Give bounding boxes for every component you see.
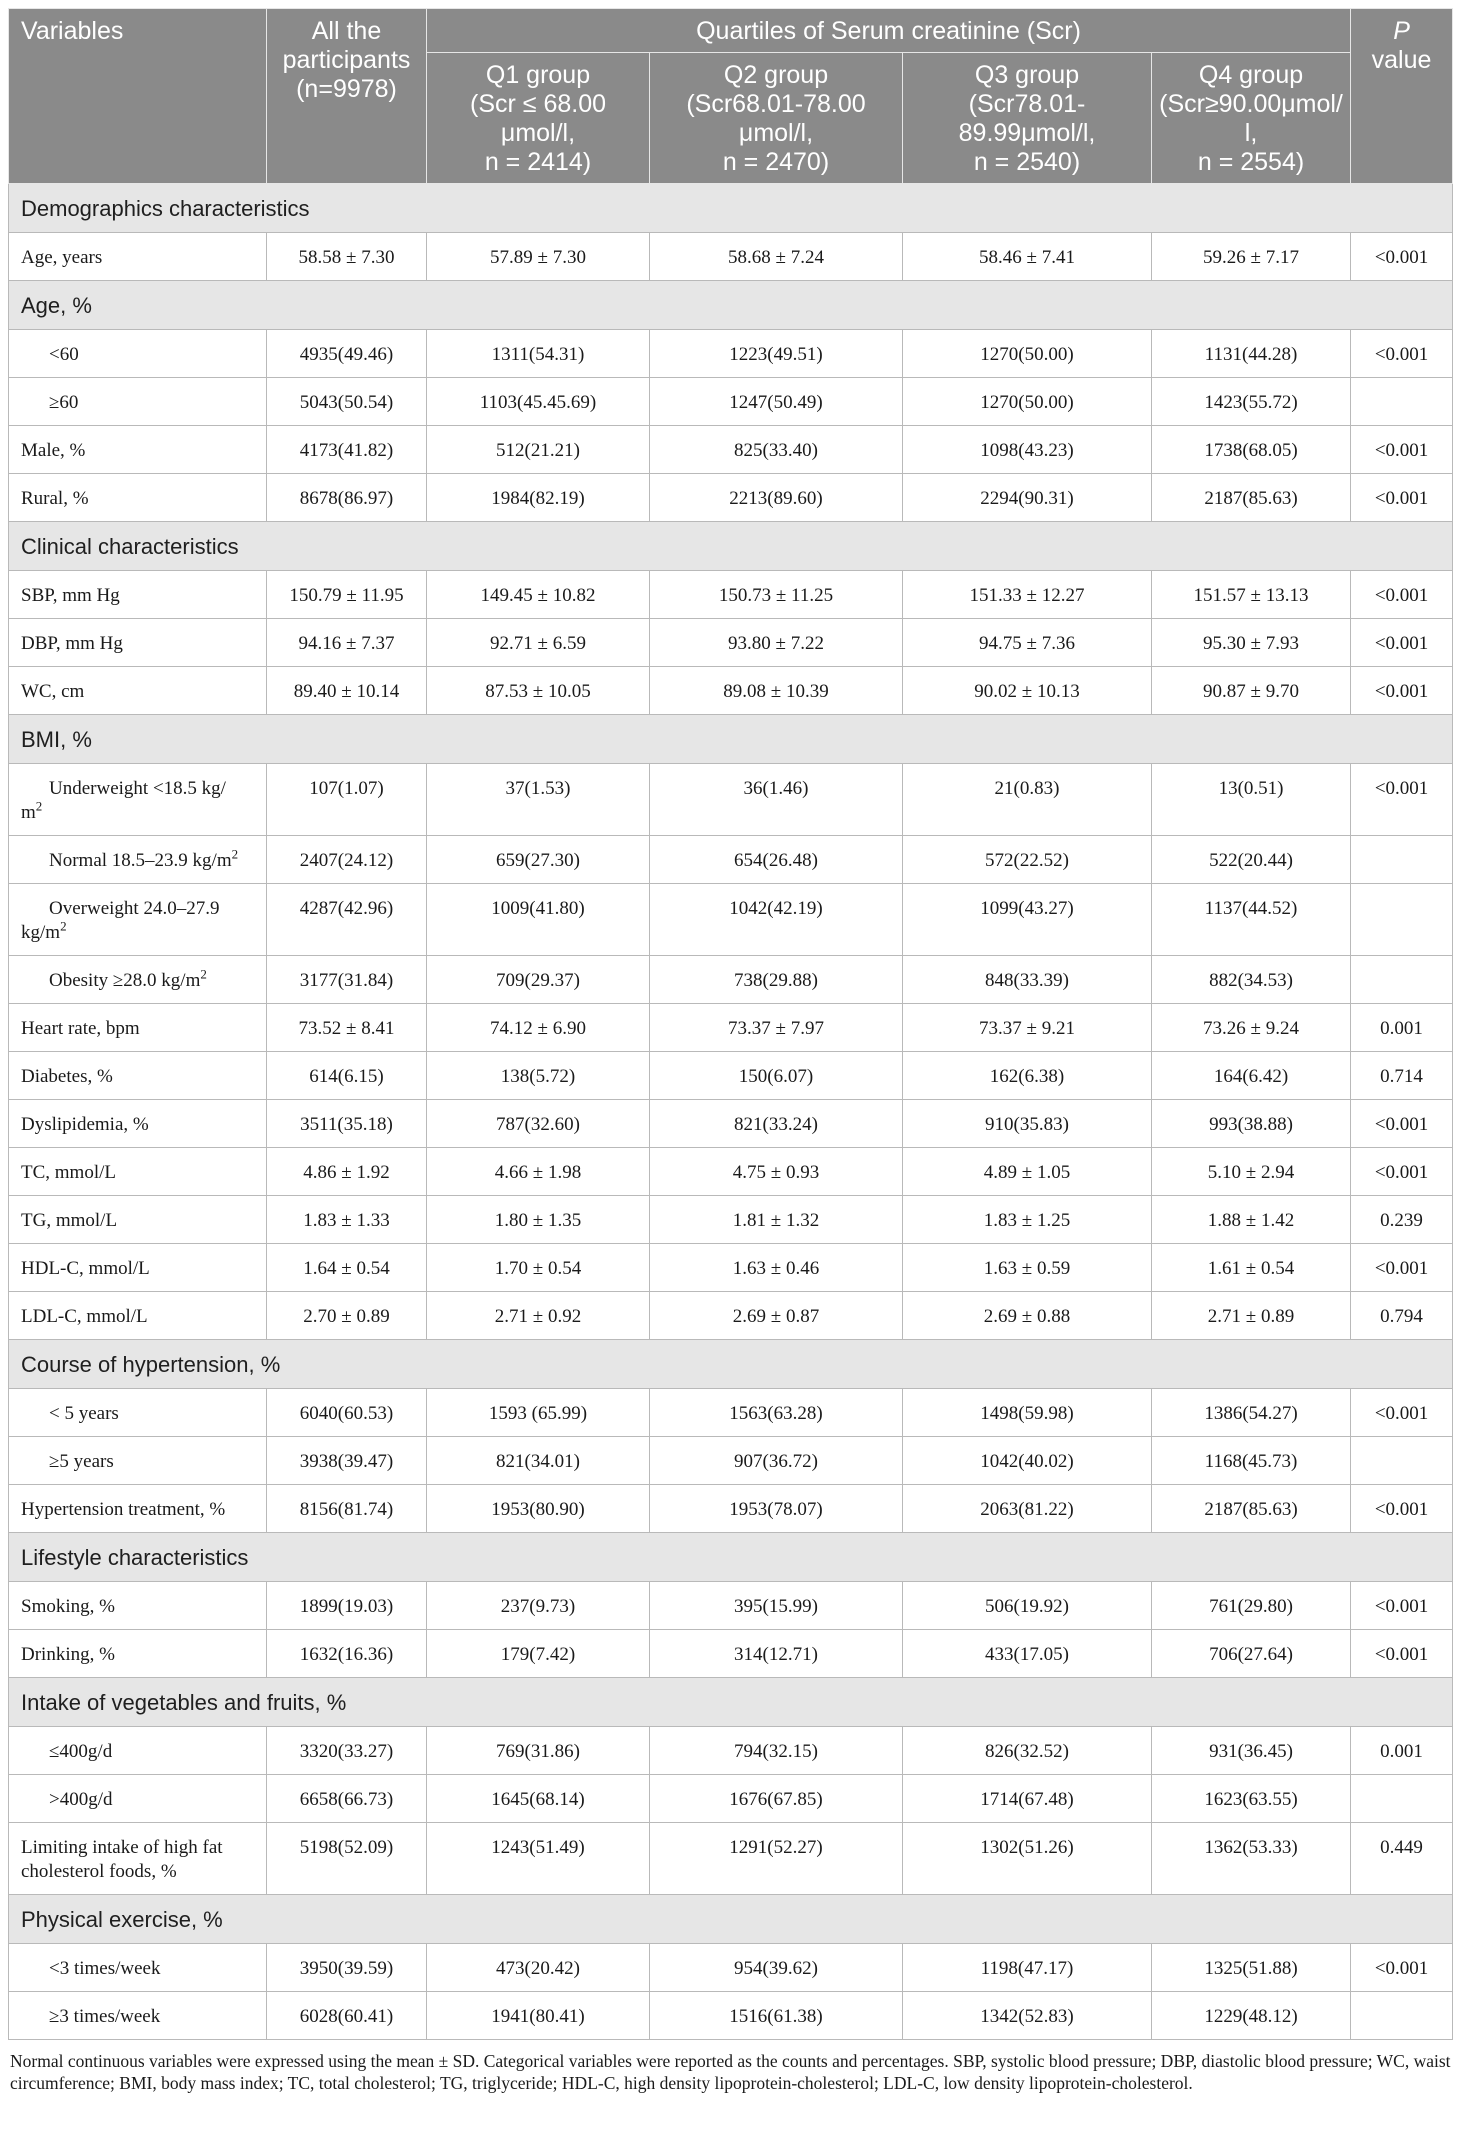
- value-cell: 1.80 ± 1.35: [427, 1196, 650, 1244]
- table-row: [9, 1630, 1453, 1678]
- value-cell: 1645(68.14): [427, 1775, 650, 1823]
- row-label: [9, 956, 267, 1004]
- row-label-text: < 5 years: [49, 1403, 119, 1424]
- value-cell: 4.66 ± 1.98: [427, 1148, 650, 1196]
- row-label: [9, 1244, 267, 1292]
- value-cell: 1311(54.31): [427, 330, 650, 378]
- value-cell: 1899(19.03): [267, 1582, 427, 1630]
- table-row: [9, 330, 1453, 378]
- section-heading: Physical exercise, %: [9, 1895, 1453, 1944]
- table-row: [9, 884, 1453, 956]
- p-value-cell: <0.001: [1351, 619, 1453, 667]
- table-row: [9, 426, 1453, 474]
- section-row: [9, 1895, 1453, 1944]
- section-heading: Lifestyle characteristics: [9, 1533, 1453, 1582]
- value-cell: 3177(31.84): [267, 956, 427, 1004]
- row-label: [9, 1582, 267, 1630]
- value-cell: 150.73 ± 11.25: [650, 571, 903, 619]
- value-cell: 150.79 ± 11.95: [267, 571, 427, 619]
- p-value-cell: [1351, 956, 1453, 1004]
- section-heading: Clinical characteristics: [9, 522, 1453, 571]
- row-label-text-line2: cholesterol foods, %: [21, 1861, 177, 1882]
- table-row: [9, 667, 1453, 715]
- value-cell: 1291(52.27): [650, 1823, 903, 1895]
- table-row: [9, 956, 1453, 1004]
- value-cell: 1941(80.41): [427, 1992, 650, 2040]
- superscript: 2: [231, 846, 239, 862]
- superscript: 2: [200, 966, 207, 982]
- value-cell: 1042(40.02): [903, 1437, 1152, 1485]
- p-value-cell: <0.001: [1351, 1630, 1453, 1678]
- value-cell: 8678(86.97): [267, 474, 427, 522]
- row-label: [9, 1727, 267, 1775]
- p-value-cell: 0.239: [1351, 1196, 1453, 1244]
- row-label-text: Dyslipidemia, %: [21, 1114, 149, 1135]
- header-q2: Q2 group (Scr68.01-78.00 μmol/l, n = 2470): [650, 53, 903, 184]
- p-value-cell: [1351, 378, 1453, 426]
- value-cell: 1516(61.38): [650, 1992, 903, 2040]
- p-value-cell: <0.001: [1351, 764, 1453, 836]
- row-label-text: Smoking, %: [21, 1596, 115, 1617]
- p-value-cell: <0.001: [1351, 330, 1453, 378]
- value-cell: 2187(85.63): [1152, 474, 1351, 522]
- section-row: [9, 1678, 1453, 1727]
- value-cell: 1498(59.98): [903, 1389, 1152, 1437]
- value-cell: 2.69 ± 0.87: [650, 1292, 903, 1340]
- row-label-text-line2: m: [21, 802, 36, 823]
- value-cell: 8156(81.74): [267, 1485, 427, 1533]
- table-row: [9, 1582, 1453, 1630]
- value-cell: 614(6.15): [267, 1052, 427, 1100]
- value-cell: 59.26 ± 7.17: [1152, 233, 1351, 281]
- table-row: [9, 571, 1453, 619]
- row-label: [9, 571, 267, 619]
- row-label-text: Drinking, %: [21, 1644, 115, 1665]
- value-cell: 3511(35.18): [267, 1100, 427, 1148]
- value-cell: 1.83 ± 1.33: [267, 1196, 427, 1244]
- value-cell: 706(27.64): [1152, 1630, 1351, 1678]
- value-cell: 2213(89.60): [650, 474, 903, 522]
- value-cell: 910(35.83): [903, 1100, 1152, 1148]
- row-label-text: Age, years: [21, 247, 103, 268]
- value-cell: 2.70 ± 0.89: [267, 1292, 427, 1340]
- value-cell: 149.45 ± 10.82: [427, 571, 650, 619]
- p-value-cell: <0.001: [1351, 1244, 1453, 1292]
- value-cell: 90.87 ± 9.70: [1152, 667, 1351, 715]
- p-value-cell: <0.001: [1351, 1100, 1453, 1148]
- p-value-cell: 0.449: [1351, 1823, 1453, 1895]
- row-label: [9, 426, 267, 474]
- row-label-text: Hypertension treatment, %: [21, 1499, 226, 1520]
- table-row: [9, 1727, 1453, 1775]
- value-cell: 1098(43.23): [903, 426, 1152, 474]
- table-row: [9, 1148, 1453, 1196]
- value-cell: 5198(52.09): [267, 1823, 427, 1895]
- row-label-text: Rural, %: [21, 488, 89, 509]
- header-q3: Q3 group (Scr78.01- 89.99μmol/l, n = 2540): [903, 53, 1152, 184]
- row-label-text: Diabetes, %: [21, 1066, 113, 1087]
- row-label-text: Normal 18.5–23.9 kg/m: [49, 850, 232, 871]
- row-label-text: ≥3 times/week: [49, 2006, 161, 2027]
- value-cell: 138(5.72): [427, 1052, 650, 1100]
- value-cell: 1198(47.17): [903, 1944, 1152, 1992]
- p-value-cell: [1351, 884, 1453, 956]
- row-label-text: SBP, mm Hg: [21, 585, 120, 606]
- row-label-text: WC, cm: [21, 681, 85, 702]
- section-row: [9, 522, 1453, 571]
- row-label-text: TC, mmol/L: [21, 1162, 116, 1183]
- value-cell: 1009(41.80): [427, 884, 650, 956]
- value-cell: 2407(24.12): [267, 836, 427, 884]
- value-cell: 6658(66.73): [267, 1775, 427, 1823]
- p-value-cell: <0.001: [1351, 571, 1453, 619]
- value-cell: 92.71 ± 6.59: [427, 619, 650, 667]
- value-cell: 150(6.07): [650, 1052, 903, 1100]
- p-value-cell: <0.001: [1351, 1148, 1453, 1196]
- value-cell: 794(32.15): [650, 1727, 903, 1775]
- value-cell: 89.08 ± 10.39: [650, 667, 903, 715]
- header-row-1: [9, 9, 1453, 53]
- row-label: [9, 1389, 267, 1437]
- row-label: [9, 1485, 267, 1533]
- table-row: [9, 1052, 1453, 1100]
- value-cell: 506(19.92): [903, 1582, 1152, 1630]
- section-heading: Age, %: [9, 281, 1453, 330]
- section-heading: BMI, %: [9, 715, 1453, 764]
- row-label: [9, 1823, 267, 1895]
- row-label: [9, 1630, 267, 1678]
- value-cell: 1099(43.27): [903, 884, 1152, 956]
- row-label-text: ≥60: [49, 392, 79, 413]
- value-cell: 1229(48.12): [1152, 1992, 1351, 2040]
- value-cell: 1243(51.49): [427, 1823, 650, 1895]
- value-cell: 1223(49.51): [650, 330, 903, 378]
- p-value-cell: <0.001: [1351, 667, 1453, 715]
- table-row: [9, 1100, 1453, 1148]
- value-cell: 572(22.52): [903, 836, 1152, 884]
- value-cell: 931(36.45): [1152, 1727, 1351, 1775]
- row-label-text: ≤400g/d: [49, 1741, 113, 1762]
- table-row: [9, 619, 1453, 667]
- value-cell: 73.52 ± 8.41: [267, 1004, 427, 1052]
- row-label: [9, 330, 267, 378]
- value-cell: 1042(42.19): [650, 884, 903, 956]
- value-cell: 1676(67.85): [650, 1775, 903, 1823]
- row-label: [9, 1992, 267, 2040]
- p-value-cell: [1351, 1437, 1453, 1485]
- superscript: 2: [35, 798, 43, 814]
- value-cell: 73.37 ± 9.21: [903, 1004, 1152, 1052]
- value-cell: 1.63 ± 0.59: [903, 1244, 1152, 1292]
- row-label: [9, 1148, 267, 1196]
- value-cell: 738(29.88): [650, 956, 903, 1004]
- section-row: [9, 715, 1453, 764]
- section-heading: Intake of vegetables and fruits, %: [9, 1678, 1453, 1727]
- row-label-text: <3 times/week: [49, 1958, 161, 1979]
- row-label: [9, 1052, 267, 1100]
- table-row: [9, 836, 1453, 884]
- table-row: [9, 1292, 1453, 1340]
- value-cell: 2063(81.22): [903, 1485, 1152, 1533]
- header-variables: Variables: [9, 9, 267, 184]
- p-value-cell: 0.714: [1351, 1052, 1453, 1100]
- value-cell: 522(20.44): [1152, 836, 1351, 884]
- value-cell: 58.46 ± 7.41: [903, 233, 1152, 281]
- row-label: [9, 1292, 267, 1340]
- p-value-cell: [1351, 836, 1453, 884]
- value-cell: 659(27.30): [427, 836, 650, 884]
- value-cell: 4173(41.82): [267, 426, 427, 474]
- value-cell: 237(9.73): [427, 1582, 650, 1630]
- table-container: [8, 8, 1452, 2094]
- p-value-cell: <0.001: [1351, 1485, 1453, 1533]
- value-cell: 1325(51.88): [1152, 1944, 1351, 1992]
- value-cell: 1.61 ± 0.54: [1152, 1244, 1351, 1292]
- value-cell: 93.80 ± 7.22: [650, 619, 903, 667]
- p-value-cell: <0.001: [1351, 1582, 1453, 1630]
- value-cell: 512(21.21): [427, 426, 650, 474]
- value-cell: 2.69 ± 0.88: [903, 1292, 1152, 1340]
- value-cell: 4.75 ± 0.93: [650, 1148, 903, 1196]
- row-label-text: ≥5 years: [49, 1451, 114, 1472]
- value-cell: 473(20.42): [427, 1944, 650, 1992]
- row-label: [9, 1775, 267, 1823]
- header-all-participants: All the participants (n=9978): [267, 9, 427, 184]
- row-label-text-line2: kg/m: [21, 922, 61, 943]
- value-cell: 162(6.38): [903, 1052, 1152, 1100]
- table-row: [9, 1004, 1453, 1052]
- p-value-cell: 0.001: [1351, 1004, 1453, 1052]
- header-quartiles: Quartiles of Serum creatinine (Scr): [427, 9, 1351, 53]
- value-cell: 993(38.88): [1152, 1100, 1351, 1148]
- section-heading: Demographics characteristics: [9, 184, 1453, 233]
- value-cell: 2.71 ± 0.92: [427, 1292, 650, 1340]
- value-cell: 4.86 ± 1.92: [267, 1148, 427, 1196]
- value-cell: 1953(80.90): [427, 1485, 650, 1533]
- value-cell: 825(33.40): [650, 426, 903, 474]
- value-cell: 882(34.53): [1152, 956, 1351, 1004]
- value-cell: 821(34.01): [427, 1437, 650, 1485]
- value-cell: 21(0.83): [903, 764, 1152, 836]
- table-row: [9, 378, 1453, 426]
- table-row: [9, 1775, 1453, 1823]
- section-row: [9, 281, 1453, 330]
- value-cell: 13(0.51): [1152, 764, 1351, 836]
- table-row: [9, 1823, 1453, 1895]
- baseline-characteristics-table: [8, 8, 1453, 2040]
- row-label-text: LDL-C, mmol/L: [21, 1306, 148, 1327]
- value-cell: 179(7.42): [427, 1630, 650, 1678]
- value-cell: 1.83 ± 1.25: [903, 1196, 1152, 1244]
- value-cell: 5043(50.54): [267, 378, 427, 426]
- value-cell: 1.64 ± 0.54: [267, 1244, 427, 1292]
- value-cell: 5.10 ± 2.94: [1152, 1148, 1351, 1196]
- value-cell: 1593 (65.99): [427, 1389, 650, 1437]
- table-row: [9, 1992, 1453, 2040]
- table-body: [9, 184, 1453, 2040]
- table-row: [9, 1196, 1453, 1244]
- section-row: [9, 1340, 1453, 1389]
- table-row: [9, 1244, 1453, 1292]
- value-cell: 37(1.53): [427, 764, 650, 836]
- value-cell: 761(29.80): [1152, 1582, 1351, 1630]
- value-cell: 1342(52.83): [903, 1992, 1152, 2040]
- row-label-text: Underweight <18.5 kg/: [49, 778, 226, 799]
- value-cell: 6040(60.53): [267, 1389, 427, 1437]
- row-label: [9, 667, 267, 715]
- value-cell: 907(36.72): [650, 1437, 903, 1485]
- value-cell: 6028(60.41): [267, 1992, 427, 2040]
- value-cell: 787(32.60): [427, 1100, 650, 1148]
- row-label-text: Obesity ≥28.0 kg/m: [49, 970, 201, 991]
- value-cell: 654(26.48): [650, 836, 903, 884]
- value-cell: 1386(54.27): [1152, 1389, 1351, 1437]
- value-cell: 2294(90.31): [903, 474, 1152, 522]
- section-heading: Course of hypertension, %: [9, 1340, 1453, 1389]
- table-row: [9, 233, 1453, 281]
- row-label: [9, 619, 267, 667]
- value-cell: 3938(39.47): [267, 1437, 427, 1485]
- value-cell: 1423(55.72): [1152, 378, 1351, 426]
- value-cell: 2.71 ± 0.89: [1152, 1292, 1351, 1340]
- value-cell: 1738(68.05): [1152, 426, 1351, 474]
- value-cell: 1714(67.48): [903, 1775, 1152, 1823]
- table-row: [9, 1389, 1453, 1437]
- value-cell: 94.75 ± 7.36: [903, 619, 1152, 667]
- value-cell: 1103(45.45.69): [427, 378, 650, 426]
- p-value-cell: <0.001: [1351, 1944, 1453, 1992]
- table-row: [9, 1944, 1453, 1992]
- value-cell: 1.81 ± 1.32: [650, 1196, 903, 1244]
- row-label: [9, 474, 267, 522]
- value-cell: 1953(78.07): [650, 1485, 903, 1533]
- value-cell: 164(6.42): [1152, 1052, 1351, 1100]
- value-cell: 2187(85.63): [1152, 1485, 1351, 1533]
- value-cell: 1362(53.33): [1152, 1823, 1351, 1895]
- value-cell: 1.88 ± 1.42: [1152, 1196, 1351, 1244]
- value-cell: 1168(45.73): [1152, 1437, 1351, 1485]
- value-cell: 90.02 ± 10.13: [903, 667, 1152, 715]
- row-label: [9, 1196, 267, 1244]
- value-cell: 1.70 ± 0.54: [427, 1244, 650, 1292]
- header-q4: Q4 group (Scr≥90.00μmol/ l, n = 2554): [1152, 53, 1351, 184]
- value-cell: 74.12 ± 6.90: [427, 1004, 650, 1052]
- row-label-text: Male, %: [21, 440, 86, 461]
- value-cell: 151.57 ± 13.13: [1152, 571, 1351, 619]
- section-row: [9, 184, 1453, 233]
- value-cell: 73.26 ± 9.24: [1152, 1004, 1351, 1052]
- value-cell: 709(29.37): [427, 956, 650, 1004]
- value-cell: 769(31.86): [427, 1727, 650, 1775]
- p-value-cell: <0.001: [1351, 474, 1453, 522]
- value-cell: 57.89 ± 7.30: [427, 233, 650, 281]
- superscript: 2: [60, 918, 67, 934]
- value-cell: 1.63 ± 0.46: [650, 1244, 903, 1292]
- value-cell: 3950(39.59): [267, 1944, 427, 1992]
- header-p-value: P value: [1351, 9, 1453, 184]
- row-label: [9, 378, 267, 426]
- value-cell: 821(33.24): [650, 1100, 903, 1148]
- value-cell: 4935(49.46): [267, 330, 427, 378]
- row-label-text: Overweight 24.0–27.9: [49, 898, 220, 919]
- row-label: [9, 1100, 267, 1148]
- table-row: [9, 474, 1453, 522]
- row-label: [9, 836, 267, 884]
- value-cell: 73.37 ± 7.97: [650, 1004, 903, 1052]
- value-cell: 58.68 ± 7.24: [650, 233, 903, 281]
- row-label: [9, 884, 267, 956]
- value-cell: 94.16 ± 7.37: [267, 619, 427, 667]
- row-label-text: Heart rate, bpm: [21, 1018, 140, 1039]
- value-cell: 4287(42.96): [267, 884, 427, 956]
- value-cell: 1984(82.19): [427, 474, 650, 522]
- value-cell: 4.89 ± 1.05: [903, 1148, 1152, 1196]
- value-cell: 314(12.71): [650, 1630, 903, 1678]
- table-row: [9, 764, 1453, 836]
- value-cell: 89.40 ± 10.14: [267, 667, 427, 715]
- value-cell: 826(32.52): [903, 1727, 1152, 1775]
- row-label-text: TG, mmol/L: [21, 1210, 118, 1231]
- value-cell: 36(1.46): [650, 764, 903, 836]
- value-cell: 433(17.05): [903, 1630, 1152, 1678]
- p-value-cell: <0.001: [1351, 1389, 1453, 1437]
- row-label-text: <60: [49, 344, 79, 365]
- value-cell: 95.30 ± 7.93: [1152, 619, 1351, 667]
- p-value-cell: <0.001: [1351, 233, 1453, 281]
- value-cell: 87.53 ± 10.05: [427, 667, 650, 715]
- value-cell: 1302(51.26): [903, 1823, 1152, 1895]
- table-row: [9, 1437, 1453, 1485]
- value-cell: 395(15.99): [650, 1582, 903, 1630]
- row-label-text: HDL-C, mmol/L: [21, 1258, 150, 1279]
- value-cell: 1632(16.36): [267, 1630, 427, 1678]
- table-footnote: Normal continuous variables were expressed using the mean ± SD. Categorical variables were reported as the counts and percentages. SBP, systolic blood pressure; DBP, diastolic blood pressure; WC, waist circumference; BMI, body mass index; TC, total cholesterol; TG, triglyceride; HDL-C, high density lipoprotein-cholesterol; LDL-C, low density lipoprotein-cholesterol.: [10, 2051, 1451, 2093]
- row-label: [9, 1437, 267, 1485]
- row-label-text: DBP, mm Hg: [21, 633, 123, 654]
- row-label-text: Limiting intake of high fat: [21, 1837, 223, 1858]
- row-label: [9, 233, 267, 281]
- value-cell: 1623(63.55): [1152, 1775, 1351, 1823]
- value-cell: 58.58 ± 7.30: [267, 233, 427, 281]
- value-cell: 954(39.62): [650, 1944, 903, 1992]
- value-cell: 1270(50.00): [903, 330, 1152, 378]
- value-cell: 1247(50.49): [650, 378, 903, 426]
- p-value-cell: [1351, 1992, 1453, 2040]
- p-value-cell: 0.001: [1351, 1727, 1453, 1775]
- section-row: [9, 1533, 1453, 1582]
- value-cell: 151.33 ± 12.27: [903, 571, 1152, 619]
- p-value-cell: [1351, 1775, 1453, 1823]
- row-label: [9, 764, 267, 836]
- p-value-cell: 0.794: [1351, 1292, 1453, 1340]
- value-cell: 3320(33.27): [267, 1727, 427, 1775]
- table-row: [9, 1485, 1453, 1533]
- p-value-cell: <0.001: [1351, 426, 1453, 474]
- value-cell: 1270(50.00): [903, 378, 1152, 426]
- value-cell: 1563(63.28): [650, 1389, 903, 1437]
- header-q1: Q1 group (Scr ≤ 68.00 μmol/l, n = 2414): [427, 53, 650, 184]
- row-label: [9, 1004, 267, 1052]
- value-cell: 848(33.39): [903, 956, 1152, 1004]
- value-cell: 1131(44.28): [1152, 330, 1351, 378]
- row-label-text: >400g/d: [49, 1789, 113, 1810]
- value-cell: 1137(44.52): [1152, 884, 1351, 956]
- row-label: [9, 1944, 267, 1992]
- value-cell: 107(1.07): [267, 764, 427, 836]
